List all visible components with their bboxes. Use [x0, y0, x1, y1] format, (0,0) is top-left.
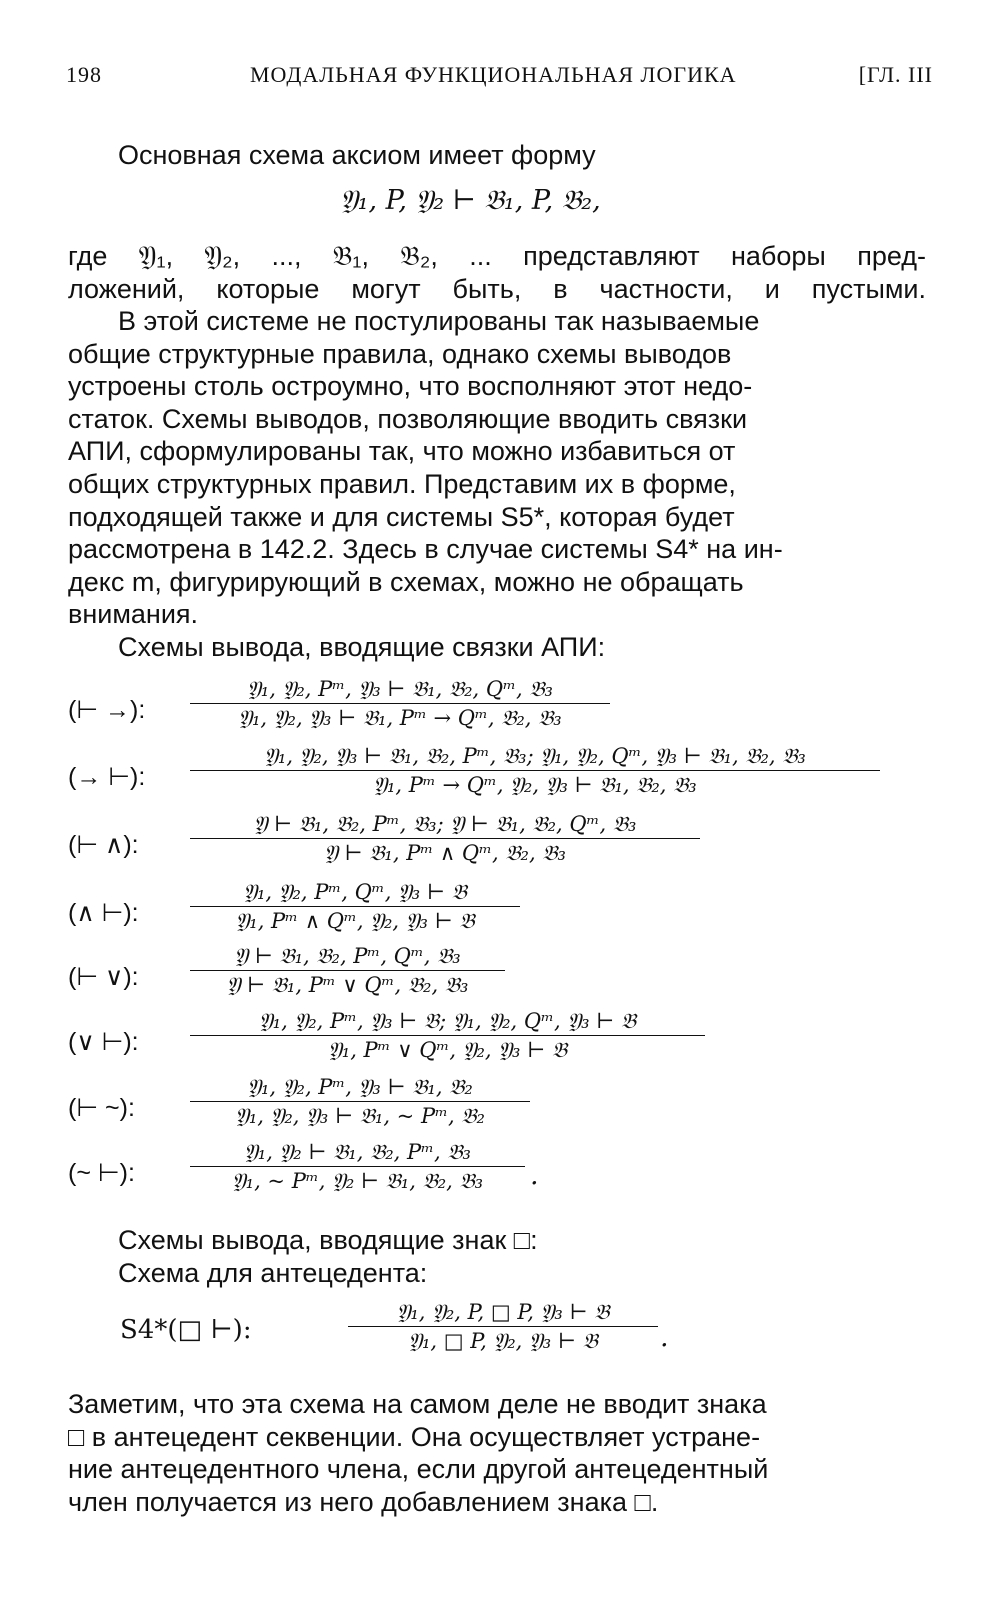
rules-heading: Схемы вывода, вводящие связки АПИ:	[118, 632, 606, 662]
rule-conclusion: 𝔜₁, 𝔜₂, 𝔜₃ ⊢ 𝔅₁, ~ Pᵐ, 𝔅₂	[235, 1104, 485, 1128]
rule-label: (⊢ →):	[68, 696, 146, 724]
fraction-bar	[190, 703, 610, 704]
rule-premise: 𝔜₁, 𝔜₂ ⊢ 𝔅₁, 𝔅₂, Pᵐ, 𝔅₃	[244, 1140, 471, 1164]
rule-label: (⊢ ∨):	[68, 963, 139, 991]
rule-premise: 𝔜₁, 𝔜₂, 𝔜₃ ⊢ 𝔅₁, 𝔅₂, Pᵐ, 𝔅₃; 𝔜₁, 𝔜₂, Qᵐ, 𝔜₃ ⊢ 𝔅₁, 𝔅₂, 𝔅₃	[264, 744, 806, 768]
rule-premise: 𝔜₁, 𝔜₂, Pᵐ, 𝔜₃ ⊢ 𝔅; 𝔜₁, 𝔜₂, Qᵐ, 𝔜₃ ⊢ 𝔅	[258, 1009, 637, 1033]
inference-rule	[190, 943, 505, 998]
s4-rule-label: S4*(□ ⊢):	[120, 1315, 252, 1345]
fraction-bar	[190, 1035, 705, 1036]
paragraph-line: декс m, фигурирующий в схемах, можно не обращать	[68, 566, 744, 597]
paragraph-2	[68, 305, 926, 631]
axiom-formula: 𝔜₁, P, 𝔜₂ ⊢ 𝔅₁, P, 𝔅₂,	[340, 185, 601, 216]
paragraph-line: АПИ, сформулированы так, что можно избавиться от	[68, 436, 736, 467]
paragraph-3	[68, 1388, 926, 1518]
inference-rule	[190, 1008, 705, 1063]
rule-conclusion: 𝔜 ⊢ 𝔅₁, Pᵐ ∧ Qᵐ, 𝔅₂, 𝔅₃	[324, 841, 566, 865]
rule-conclusion: 𝔜₁, Pᵐ → Qᵐ, 𝔜₂, 𝔜₃ ⊢ 𝔅₁, 𝔅₂, 𝔅₃	[373, 773, 697, 797]
rule-label: (∨ ⊢):	[68, 1028, 139, 1056]
rule-label: (∧ ⊢):	[68, 899, 139, 927]
rule-premise: 𝔜₁, 𝔜₂, Pᵐ, Qᵐ, 𝔜₃ ⊢ 𝔅	[243, 880, 467, 904]
s4-terminal-period: .	[660, 1322, 669, 1353]
rule-label: (⊢ ~):	[68, 1094, 135, 1122]
page-number: 198	[66, 62, 102, 87]
fraction-bar	[348, 1326, 658, 1327]
paragraph-line: статок. Схемы выводов, позволяющие вводить связки	[68, 403, 748, 434]
inference-rule	[190, 811, 700, 866]
paragraph-line: устроены столь остроумно, что восполняют этот недо-	[68, 371, 753, 402]
paragraph-line: общих структурных правил. Представим их в форме,	[68, 468, 736, 499]
inference-rule	[190, 1074, 530, 1129]
rule-premise: 𝔜₁, 𝔜₂, Pᵐ, 𝔜₃ ⊢ 𝔅₁, 𝔅₂	[247, 1075, 473, 1099]
running-title: МОДАЛЬНАЯ ФУНКЦИОНАЛЬНАЯ ЛОГИКА	[250, 62, 737, 87]
box-heading: Схемы вывода, вводящие знак □:	[118, 1225, 538, 1255]
rule-terminal-period: .	[530, 1160, 539, 1191]
rule-premise: 𝔜 ⊢ 𝔅₁, 𝔅₂, Pᵐ, Qᵐ, 𝔅₃	[234, 944, 461, 968]
paragraph-line: внимания.	[68, 599, 199, 630]
paragraph-line: Заметим, что эта схема на самом деле не вводит знака	[68, 1389, 767, 1419]
fraction-bar	[190, 906, 520, 907]
rule-premise: 𝔜₁, 𝔜₂, P, □ P, 𝔜₃ ⊢ 𝔅	[396, 1300, 610, 1324]
rule-conclusion: 𝔜₁, Pᵐ ∧ Qᵐ, 𝔜₂, 𝔜₃ ⊢ 𝔅	[235, 909, 475, 933]
chapter-marker: [ГЛ. III	[858, 62, 933, 87]
paragraph-line: В этой системе не постулированы так называемые	[118, 306, 760, 336]
rule-conclusion: 𝔜₁, □ P, 𝔜₂, 𝔜₃ ⊢ 𝔅	[408, 1329, 598, 1353]
fraction-bar	[190, 1101, 530, 1102]
fraction-bar	[190, 838, 700, 839]
inference-rule	[190, 879, 520, 934]
rule-label: (→ ⊢):	[68, 763, 146, 791]
running-header	[66, 62, 933, 96]
fraction-bar	[190, 970, 505, 971]
inference-rule	[190, 676, 610, 731]
paragraph-line: подходящей также и для системы S5*, которая будет	[68, 501, 735, 532]
rule-premise: 𝔜₁, 𝔜₂, Pᵐ, 𝔜₃ ⊢ 𝔅₁, 𝔅₂, Qᵐ, 𝔅₃	[247, 677, 553, 701]
paragraph-line: □ в антецедент секвенции. Она осуществляет устране-	[68, 1421, 761, 1452]
paragraph-line: ние антецедентного члена, если другой антецедентный	[68, 1454, 769, 1485]
rule-conclusion: 𝔜₁, ~ Pᵐ, 𝔜₂ ⊢ 𝔅₁, 𝔅₂, 𝔅₃	[231, 1169, 484, 1193]
paragraph-line: где 𝔜₁, 𝔜₂, ..., 𝔅₁, 𝔅₂, ... представляют наборы пред-	[68, 241, 926, 271]
antecedent-heading: Схема для антецедента:	[118, 1258, 428, 1288]
rule-conclusion: 𝔜 ⊢ 𝔅₁, Pᵐ ∨ Qᵐ, 𝔅₂, 𝔅₃	[226, 973, 469, 997]
inference-rule	[190, 1139, 525, 1194]
rule-conclusion: 𝔜₁, 𝔜₂, 𝔜₃ ⊢ 𝔅₁, Pᵐ → Qᵐ, 𝔅₂, 𝔅₃	[238, 706, 562, 730]
rule-label: (⊢ ∧):	[68, 831, 139, 859]
fraction-bar	[190, 1166, 525, 1167]
rule-conclusion: 𝔜₁, Pᵐ ∨ Qᵐ, 𝔜₂, 𝔜₃ ⊢ 𝔅	[328, 1038, 567, 1062]
s4-inference-rule	[348, 1299, 658, 1354]
paragraph-line: общие структурные правила, однако схемы выводов	[68, 338, 732, 369]
paragraph-line: рассмотрена в 142.2. Здесь в случае системы S4* на ин-	[68, 534, 783, 565]
rule-label: (~ ⊢):	[68, 1159, 135, 1187]
intro-line: Основная схема аксиом имеет форму	[118, 140, 596, 170]
paragraph-1	[68, 240, 926, 305]
fraction-bar	[190, 770, 880, 771]
rule-premise: 𝔜 ⊢ 𝔅₁, 𝔅₂, Pᵐ, 𝔅₃; 𝔜 ⊢ 𝔅₁, 𝔅₂, Qᵐ, 𝔅₃	[253, 812, 637, 836]
inference-rule	[190, 743, 880, 798]
paragraph-line: ложений, которые могут быть, в частности, и пустыми.	[68, 273, 926, 304]
paragraph-line: член получается из него добавлением знака □.	[68, 1486, 659, 1517]
